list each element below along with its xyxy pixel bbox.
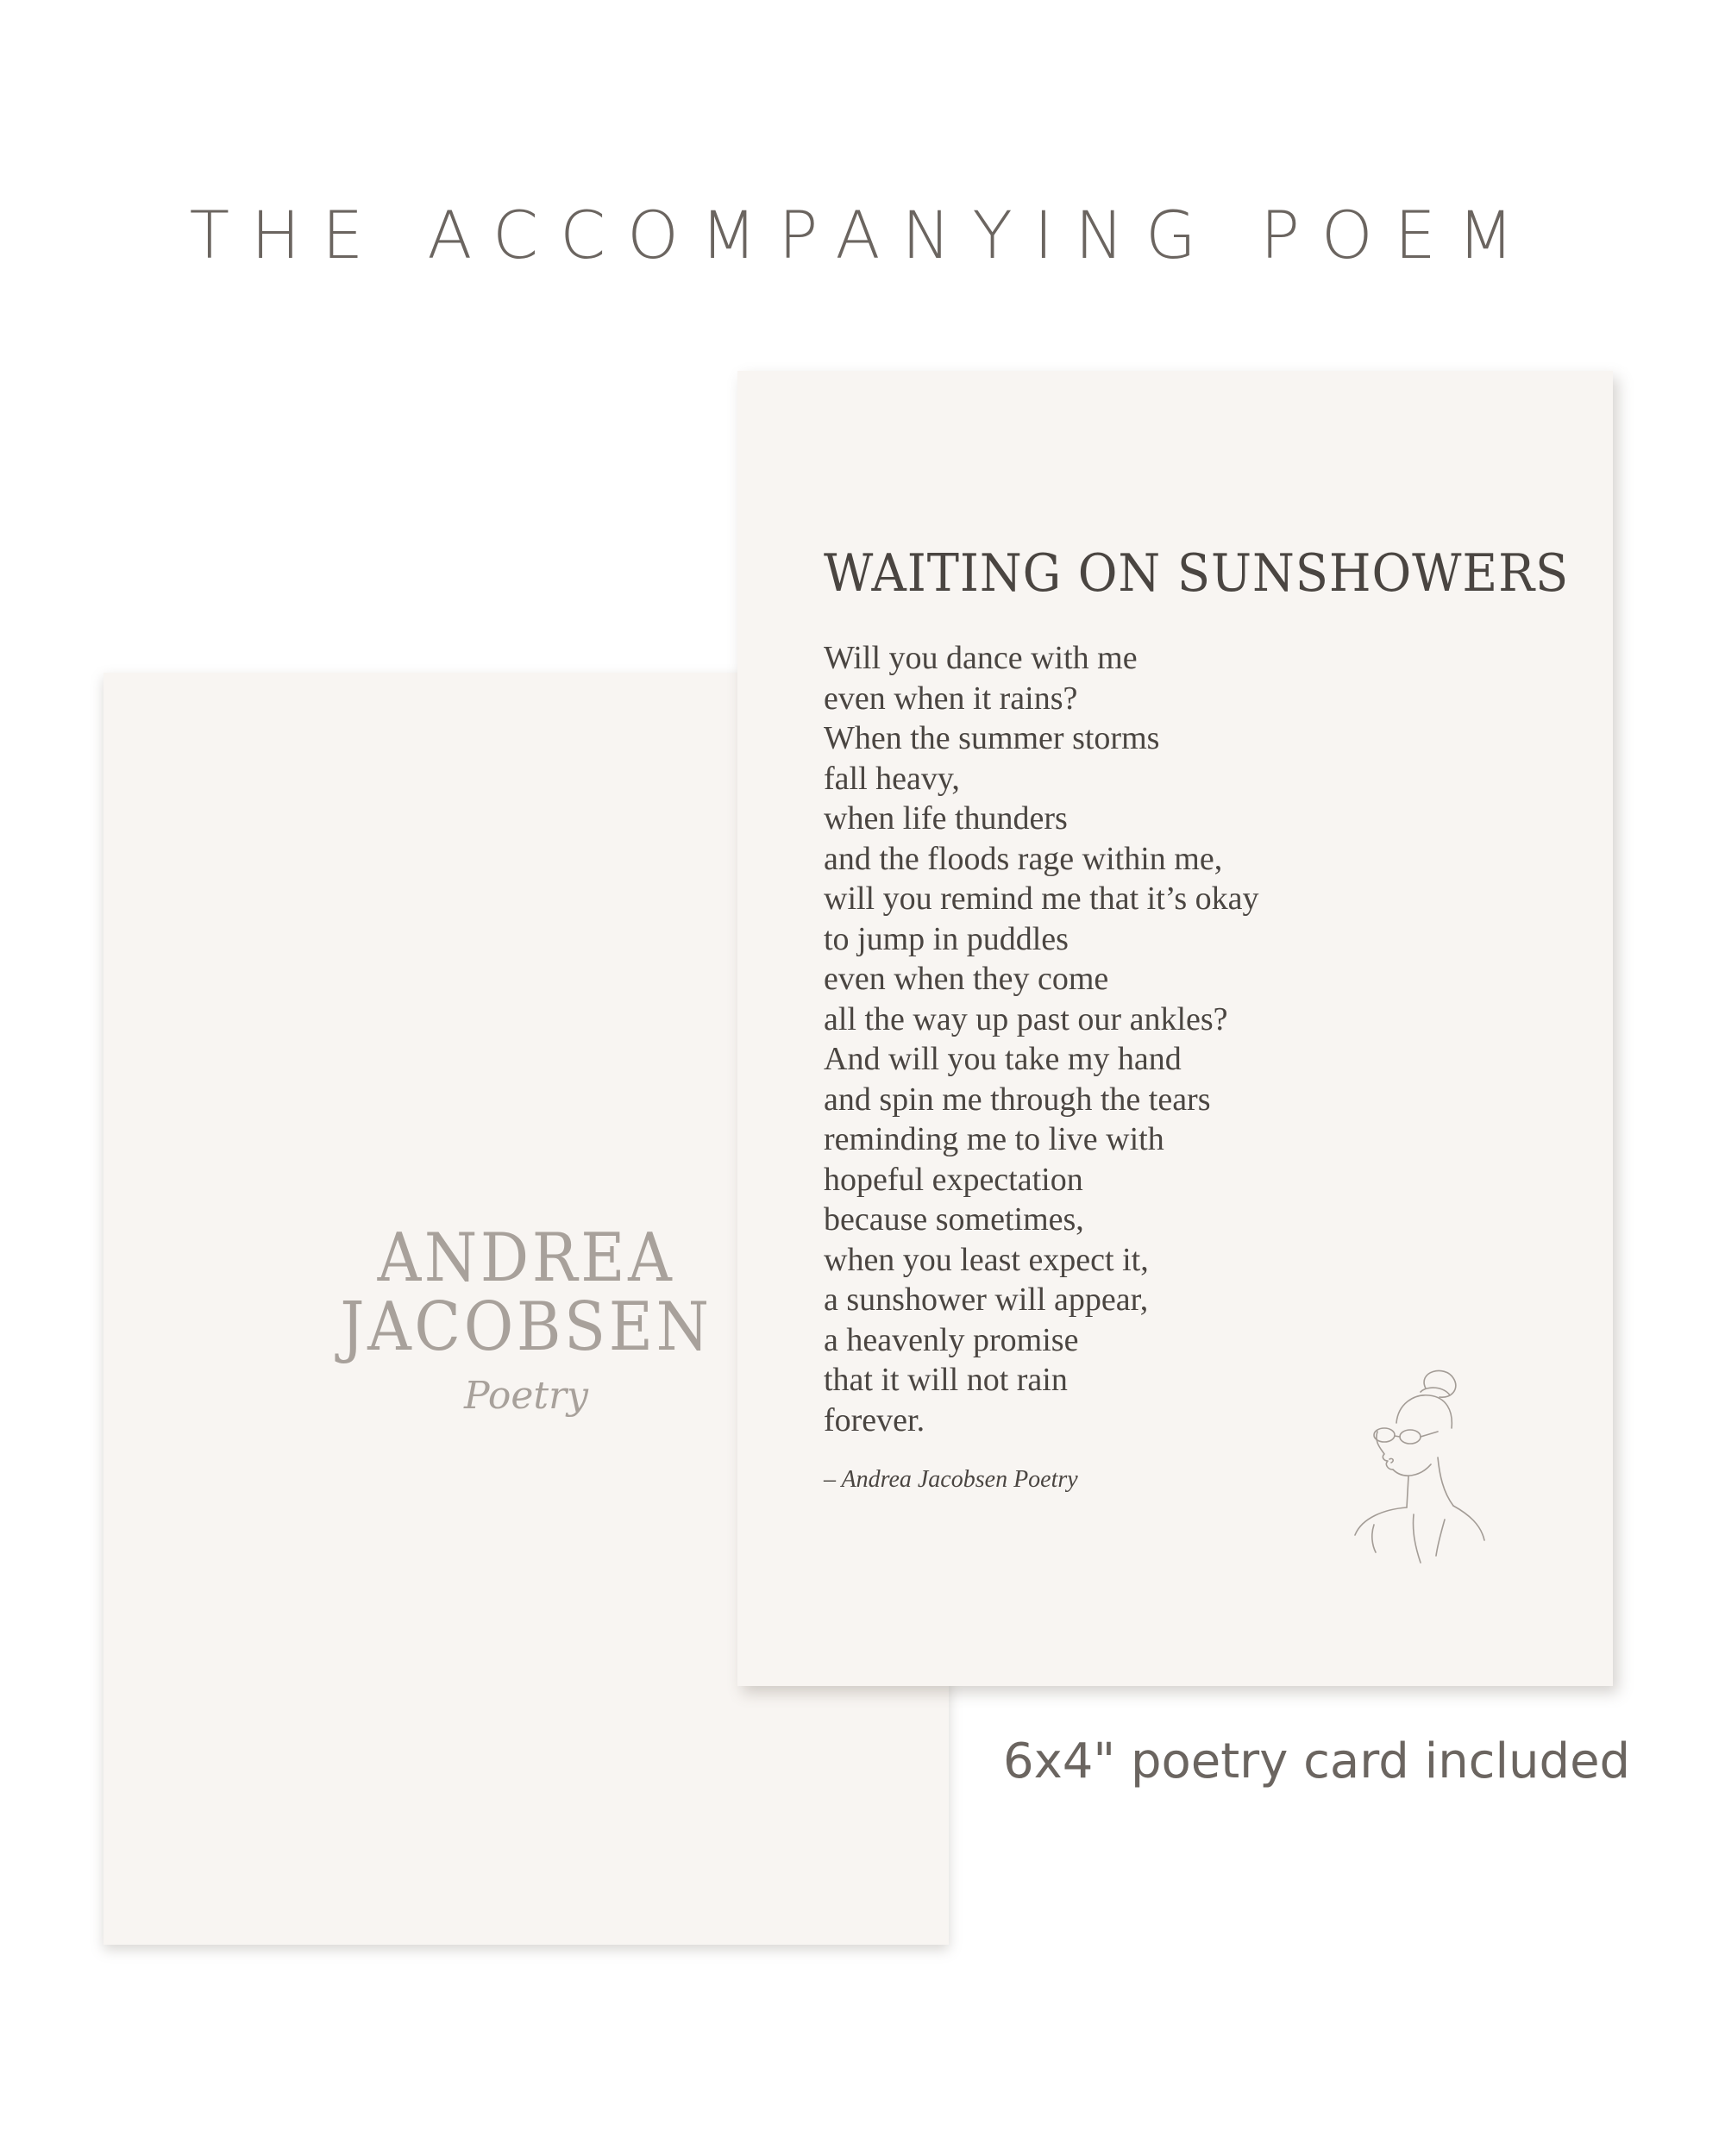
card-caption: 6x4" poetry card included <box>1003 1733 1631 1789</box>
poem-line: And will you take my hand <box>824 1041 1182 1077</box>
poem-line: and the floods rage within me, <box>824 840 1223 877</box>
poem-line: When the summer storms <box>824 720 1160 756</box>
logo-line-2: JACOBSEN <box>340 1288 712 1366</box>
poem-line: even when they come <box>824 961 1109 997</box>
poem-card <box>737 371 1613 1686</box>
poem-line: reminding me to live with <box>824 1121 1164 1157</box>
poem-line: Will you dance with me <box>824 640 1138 676</box>
poem-line: a heavenly promise <box>824 1321 1079 1358</box>
poem-line: when you least expect it, <box>824 1241 1149 1278</box>
poem-title: WAITING ON SUNSHOWERS <box>824 543 1570 604</box>
poem-line: a sunshower will appear, <box>824 1282 1149 1318</box>
poem-line: hopeful expectation <box>824 1161 1083 1198</box>
poem-line: to jump in puddles <box>824 920 1069 957</box>
poem-line: forever. <box>824 1401 925 1438</box>
logo-subtitle: Poetry <box>464 1374 588 1419</box>
poem-line: that it will not rain <box>824 1362 1068 1398</box>
poem-line: fall heavy, <box>824 760 960 797</box>
poem-line: and spin me through the tears <box>824 1081 1211 1118</box>
poem-line: even when it rains? <box>824 680 1078 717</box>
poem-line: when life thunders <box>824 800 1068 837</box>
poem-attribution: – Andrea Jacobsen Poetry <box>824 1466 1078 1493</box>
woman-line-drawing-icon <box>1324 1363 1496 1578</box>
poem-line: all the way up past our ankles? <box>824 1000 1228 1037</box>
poem-body <box>824 638 1583 1440</box>
poem-line: will you remind me that it’s okay <box>824 881 1259 917</box>
page-heading: THE ACCOMPANYING POEM <box>189 197 1536 273</box>
poem-line: because sometimes, <box>824 1201 1084 1238</box>
logo-line-1: ANDREA <box>377 1219 675 1297</box>
